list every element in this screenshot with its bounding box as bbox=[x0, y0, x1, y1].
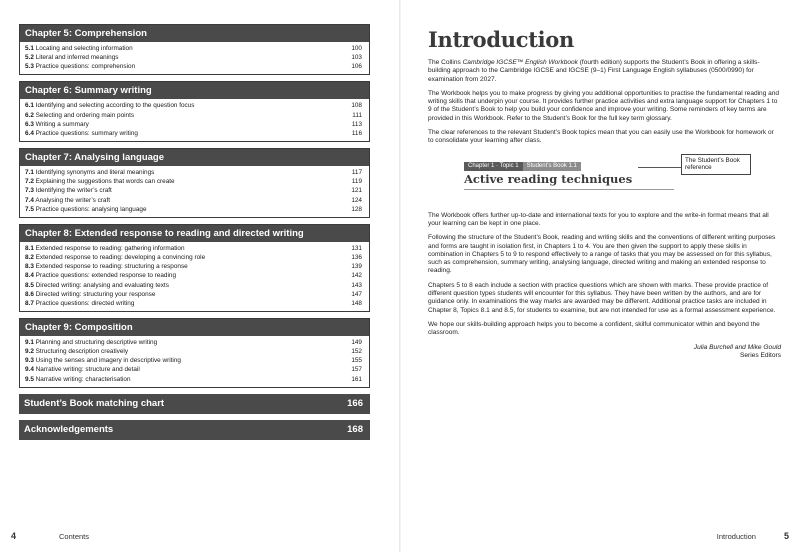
topic-title: Writing a summary bbox=[35, 120, 89, 128]
topic-number: 8.2 bbox=[25, 254, 34, 262]
page-number: 108 bbox=[351, 102, 362, 110]
page-number: 128 bbox=[351, 205, 362, 213]
section-title: Acknowledgements bbox=[24, 423, 114, 435]
entry-title bbox=[25, 281, 169, 290]
page-number: 152 bbox=[351, 348, 362, 356]
intro-paragraph-3: The clear references to the relevant Student’s Book topics mean that you can easily use the Workbook for homework or to consolidate your learning after class. bbox=[428, 129, 774, 145]
topic-title: Structuring description creatively bbox=[35, 348, 129, 356]
topic-number: 8.4 bbox=[25, 272, 34, 280]
page-number: 155 bbox=[351, 357, 362, 365]
topic-title: Literal and inferred meanings bbox=[35, 54, 119, 62]
entry-title bbox=[25, 62, 135, 71]
topic-title: Extended response to reading: developing a convincing role bbox=[35, 254, 206, 262]
chapter-block bbox=[19, 318, 370, 388]
page-number: 148 bbox=[351, 299, 362, 307]
topic-title: Extended response to reading: structuring a response bbox=[35, 263, 188, 271]
page-number: 111 bbox=[352, 111, 362, 119]
topic-number: 9.4 bbox=[25, 366, 34, 374]
chapter-heading: Chapter 8: Extended response to reading and directed writing bbox=[20, 225, 369, 242]
introduction bbox=[428, 27, 781, 361]
topic-number: 6.1 bbox=[25, 102, 34, 110]
entry-title bbox=[25, 365, 140, 374]
page-number: 161 bbox=[351, 375, 362, 383]
entry-title bbox=[25, 347, 128, 356]
left-running-head: Contents bbox=[59, 531, 90, 541]
contents-entry bbox=[25, 168, 364, 177]
contents-entry bbox=[25, 111, 364, 120]
entry-title bbox=[25, 196, 110, 205]
contents-entry bbox=[25, 290, 364, 299]
topic-title: Extended response to reading: gathering information bbox=[35, 244, 185, 252]
contents-entry bbox=[25, 62, 364, 71]
page-number: 139 bbox=[351, 263, 362, 271]
page-number: 119 bbox=[351, 178, 362, 186]
entry-title bbox=[25, 53, 118, 62]
left-footer bbox=[11, 528, 400, 544]
topic-number: 5.2 bbox=[25, 54, 34, 62]
chapter-topic-list bbox=[20, 99, 369, 141]
topic-number: 7.1 bbox=[25, 169, 34, 177]
page-number: 117 bbox=[351, 169, 362, 177]
contents-entry bbox=[25, 244, 364, 253]
topic-number: 9.3 bbox=[25, 357, 34, 365]
intro-paragraph-1: The Collins Cambridge IGCSE™ English Workbook (fourth edition) supports the Student’s Book in offering a skills-building approach to the Cambridge IGCSE and IGCSE (9–1) First Language English syllabuses (0500/0990) for examination from 2027. bbox=[428, 59, 760, 83]
page-number: 100 bbox=[351, 45, 362, 52]
contents-list bbox=[19, 24, 370, 446]
topic-title: Practice questions: analysing language bbox=[35, 205, 147, 213]
topic-title: Explaining the suggestions that words can create bbox=[35, 178, 175, 186]
contents-entry bbox=[25, 347, 364, 356]
page-number: 103 bbox=[351, 54, 362, 62]
entry-title bbox=[25, 120, 89, 129]
topic-number: 8.7 bbox=[25, 299, 34, 307]
topic-title: Practice questions: comprehension bbox=[35, 63, 136, 71]
example-heading: Active reading techniques bbox=[464, 171, 633, 186]
page-number: 149 bbox=[351, 338, 362, 346]
entry-title bbox=[25, 356, 181, 365]
chapter-topic-list bbox=[20, 336, 369, 387]
topic-title: Identifying synonyms and literal meanings bbox=[35, 169, 155, 177]
chapter-topic-label: Chapter 1 · Topic 1 bbox=[464, 162, 523, 171]
contents-entry bbox=[25, 262, 364, 271]
contents-entry bbox=[25, 177, 364, 186]
topic-number: 8.1 bbox=[25, 244, 34, 252]
page-number: 166 bbox=[347, 397, 363, 409]
chapters-container bbox=[19, 24, 370, 388]
section-title: Student’s Book matching chart bbox=[24, 397, 165, 409]
topic-title: Directed writing: analysing and evaluating texts bbox=[35, 281, 169, 289]
chapter-block bbox=[19, 148, 370, 218]
topic-number: 6.3 bbox=[25, 120, 34, 128]
chapter-topic-list bbox=[20, 242, 369, 311]
right-page-number: 5 bbox=[783, 531, 789, 541]
contents-entry bbox=[25, 375, 364, 384]
gutter bbox=[399, 0, 401, 552]
entry-title bbox=[25, 253, 205, 262]
chapter-block bbox=[19, 24, 370, 75]
contents-entry bbox=[25, 281, 364, 290]
reference-example bbox=[428, 152, 781, 204]
page-number: 157 bbox=[351, 366, 362, 374]
page-number: 116 bbox=[351, 129, 362, 137]
entry-title bbox=[25, 244, 185, 253]
entry-title bbox=[25, 44, 133, 53]
chapter-heading: Chapter 9: Composition bbox=[20, 319, 369, 336]
contents-section-bar bbox=[19, 420, 370, 440]
author-names: Julia Burchell and Mike Gould bbox=[693, 343, 781, 351]
topic-title: Using the senses and imagery in descriptive writing bbox=[35, 357, 181, 365]
topic-title: Practice questions: extended response to reading bbox=[35, 272, 177, 280]
chapter-topic-list bbox=[20, 166, 369, 217]
topic-number: 8.3 bbox=[25, 263, 34, 271]
topic-title: Practice questions: directed writing bbox=[35, 299, 135, 307]
intro-paragraph-4: The Workbook offers further up-to-date and international texts for you to explore and the write-in format means that all your learning can be kept in one place. bbox=[428, 211, 769, 227]
callout-pointer bbox=[638, 167, 681, 168]
topic-title: Identifying and selecting according to the question focus bbox=[35, 102, 195, 110]
entry-title bbox=[25, 375, 131, 384]
book-title: Cambridge IGCSE™ English Workbook bbox=[462, 59, 578, 66]
contents-entry bbox=[25, 196, 364, 205]
topic-number: 5.3 bbox=[25, 63, 34, 71]
topic-number: 8.6 bbox=[25, 290, 34, 298]
signature bbox=[428, 344, 781, 361]
topic-title: Selecting and ordering main points bbox=[35, 111, 135, 119]
entry-title bbox=[25, 101, 194, 110]
intro-paragraph-7: We hope our skills-building approach helps you to become a confident, skilful communicator within and beyond the classroom. bbox=[428, 320, 760, 337]
entry-title bbox=[25, 111, 134, 120]
extras-container bbox=[19, 394, 370, 440]
contents-entry bbox=[25, 44, 364, 53]
page-number: 147 bbox=[351, 290, 362, 298]
contents-entry bbox=[25, 53, 364, 62]
topic-number: 7.4 bbox=[25, 196, 34, 204]
chapter-heading: Chapter 5: Comprehension bbox=[20, 25, 369, 42]
intro-paragraph-5: Following the structure of the Student’s Book, reading and writing skills and the conventions of different writing purposes and forms are taught in isolation first, in Chapters 1 to 4. You are then given the support to apply these skills in combination in Chapters 5 to 9 to respond effectively to a range of tasks that you may be assessed on for this syllabus, such as comprehension, summary writing, analysing language, directed writing and making an extended response to reading. bbox=[428, 234, 776, 275]
topic-title: Planning and structuring descriptive writing bbox=[35, 338, 158, 346]
left-page-number: 4 bbox=[11, 531, 17, 541]
entry-title bbox=[25, 168, 154, 177]
topic-number: 9.5 bbox=[25, 375, 34, 383]
entry-title bbox=[25, 290, 155, 299]
page-title: Introduction bbox=[428, 27, 574, 52]
entry-title bbox=[25, 262, 188, 271]
page-number: 106 bbox=[351, 63, 362, 71]
topic-number: 6.2 bbox=[25, 111, 34, 119]
contents-entry bbox=[25, 205, 364, 214]
author-role: Series Editors bbox=[739, 352, 781, 360]
topic-number: 6.4 bbox=[25, 129, 34, 137]
page-number: 142 bbox=[351, 272, 362, 280]
contents-entry bbox=[25, 271, 364, 280]
topic-number: 9.1 bbox=[25, 338, 34, 346]
page-number: 131 bbox=[351, 244, 362, 252]
page-number: 113 bbox=[351, 120, 362, 128]
entry-title bbox=[25, 177, 175, 186]
right-footer bbox=[400, 528, 789, 544]
topic-title: Narrative writing: structure and detail bbox=[35, 366, 140, 374]
contents-entry bbox=[25, 101, 364, 110]
topic-title: Practice questions: summary writing bbox=[35, 129, 138, 137]
page-number: 168 bbox=[347, 423, 363, 435]
contents-entry bbox=[25, 365, 364, 374]
page-number: 124 bbox=[351, 196, 362, 204]
topic-number: 8.5 bbox=[25, 281, 34, 289]
chapter-topic-list bbox=[20, 42, 369, 74]
topic-title: Narrative writing: characterisation bbox=[35, 375, 131, 383]
contents-entry bbox=[25, 338, 364, 347]
chapter-block bbox=[19, 224, 370, 312]
chapter-block bbox=[19, 81, 370, 142]
topic-title: Locating and selecting information bbox=[35, 45, 133, 52]
entry-title bbox=[25, 299, 134, 308]
entry-title bbox=[25, 338, 157, 347]
entry-title bbox=[25, 205, 147, 214]
contents-entry bbox=[25, 299, 364, 308]
topic-number: 9.2 bbox=[25, 348, 34, 356]
topic-number: 7.3 bbox=[25, 187, 34, 195]
contents-entry bbox=[25, 356, 364, 365]
intro-paragraph-6: Chapters 5 to 8 each include a section with practice questions which are shown with marks. These provide practice of different question types students will encounter for this syllabus. They have been written by the authors, and are for guidance only. In examinations the way marks are awarded may be different. Additional practice tasks are included in Chapter 8, Topics 8.1 and 8.5, for students to examine, but are not intended for use as a formal assessment experience. bbox=[428, 281, 776, 314]
topic-title: Identifying the writer’s craft bbox=[35, 187, 112, 195]
entry-title bbox=[25, 271, 176, 280]
chapter-heading: Chapter 6: Summary writing bbox=[20, 82, 369, 99]
page-number: 121 bbox=[351, 187, 362, 195]
contents-entry bbox=[25, 186, 364, 195]
contents-section-bar bbox=[19, 394, 370, 414]
topic-number: 7.2 bbox=[25, 178, 34, 186]
chapter-heading: Chapter 7: Analysing language bbox=[20, 149, 369, 166]
topic-number: 5.1 bbox=[25, 45, 34, 52]
page-number: 143 bbox=[351, 281, 362, 289]
entry-title bbox=[25, 129, 138, 138]
contents-entry bbox=[25, 129, 364, 138]
intro-paragraph-2: The Workbook helps you to make progress by giving you additional opportunities to practise the fundamental reading and writing skills that underpin your course. It provides further practice activities and extra language support for Chapters 1 to 9 of the Student’s Book to help you build your confidence and improve your writing. Some reminders of key terms are provided in this Workbook. Refer to the Student’s Book for the full key term glossary. bbox=[428, 89, 780, 122]
right-running-head: Introduction bbox=[716, 531, 756, 541]
topic-title: Directed writing: structuring your response bbox=[35, 290, 156, 298]
students-book-label: Student’s Book 1.1 bbox=[523, 162, 581, 171]
contents-entry bbox=[25, 120, 364, 129]
topic-title: Analysing the writer’s craft bbox=[35, 196, 111, 204]
entry-title bbox=[25, 186, 112, 195]
page-number: 136 bbox=[351, 254, 362, 262]
topic-tab bbox=[464, 162, 581, 171]
topic-number: 7.5 bbox=[25, 205, 34, 213]
contents-entry bbox=[25, 253, 364, 262]
example-rule bbox=[464, 189, 674, 190]
callout-box: The Student’s Book reference bbox=[681, 154, 751, 175]
